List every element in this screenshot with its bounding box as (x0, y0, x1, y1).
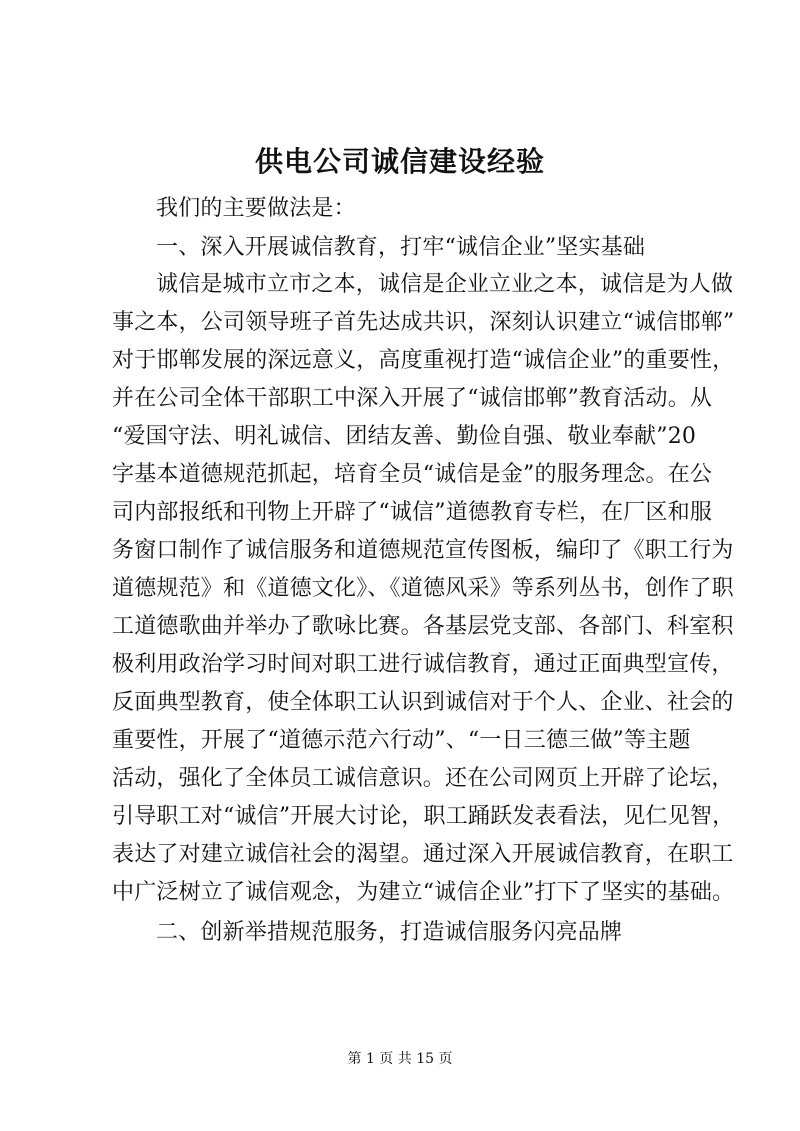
paragraph-line: 对于邯郸发展的深远意义，高度重视打造“诚信企业”的重要性， (112, 348, 735, 373)
paragraph-line: 事之本，公司领导班子首先达成共识，深刻认识建立“诚信邯郸” (112, 310, 735, 335)
section-heading: 二、创新举措规范服务，打造诚信服务闪亮品牌 (156, 920, 623, 945)
paragraph-line: 引导职工对“诚信”开展大讨论，职工踊跃发表看法，见仁见智， (112, 804, 735, 829)
paragraph-line: “爱国守法、明礼诚信、团结友善、勤俭自强、敬业奉献”20 (112, 424, 697, 449)
paragraph-line: 活动，强化了全体员工诚信意识。还在公司网页上开辟了论坛， (112, 766, 734, 791)
paragraph-line: 表达了对建立诚信社会的渴望。通过深入开展诚信教育，在职工 (112, 842, 734, 867)
paragraph-line: 诚信是城市立市之本，诚信是企业立业之本，诚信是为人做 (156, 272, 734, 297)
paragraph-line: 重要性，开展了“道德示范六行动”、“一日三德三做”等主题 (112, 728, 691, 753)
paragraph-line: 司内部报纸和刊物上开辟了“诚信”道德教育专栏，在厂区和服 (112, 500, 713, 525)
paragraph-line: 字基本道德规范抓起，培育全员“诚信是金”的服务理念。在公 (112, 462, 713, 487)
paragraph-line: 我们的主要做法是： (156, 196, 356, 221)
paragraph-line: 道德规范》和《道德文化》、《道德风采》等系列丛书，创作了职 (112, 576, 734, 601)
paragraph-line: 务窗口制作了诚信服务和道德规范宣传图板，编印了《职工行为 (112, 538, 734, 563)
paragraph-line: 并在公司全体干部职工中深入开展了“诚信邯郸”教育活动。从 (112, 386, 713, 411)
paragraph-line: 极利用政治学习时间对职工进行诚信教育，通过正面典型宣传， (112, 652, 734, 677)
page-number-footer: 第 1 页 共 15 页 (347, 1051, 453, 1067)
section-heading: 一、深入开展诚信教育，打牢“诚信企业”坚实基础 (156, 235, 646, 260)
paragraph-line: 反面典型教育，使全体职工认识到诚信对于个人、企业、社会的 (112, 690, 734, 715)
paragraph-line: 工道德歌曲并举办了歌咏比赛。各基层党支部、各部门、科室积 (112, 614, 734, 639)
document-title: 供电公司诚信建设经验 (254, 145, 545, 178)
paragraph-line: 中广泛树立了诚信观念，为建立“诚信企业”打下了坚实的基础。 (112, 880, 735, 905)
